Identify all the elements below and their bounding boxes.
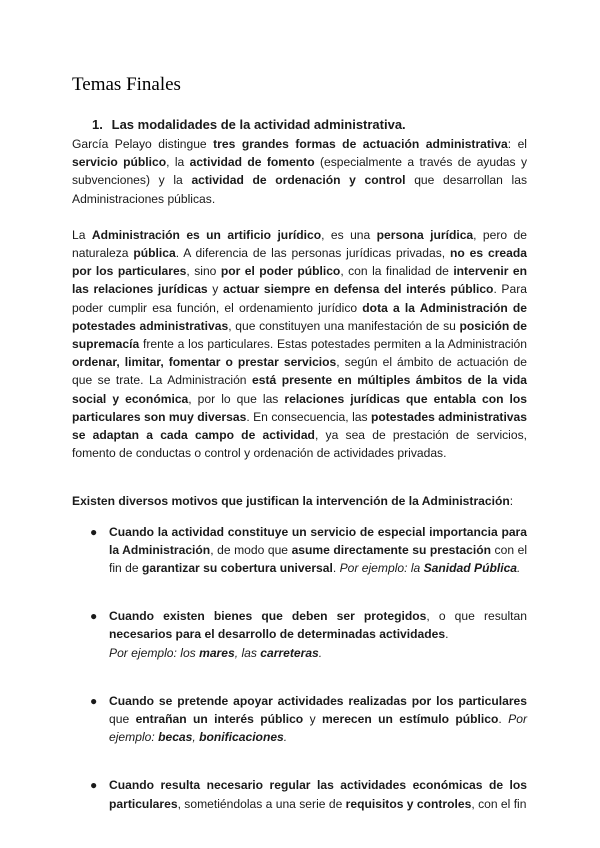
page-title: Temas Finales — [72, 74, 181, 95]
motivos-list — [72, 523, 527, 813]
list-item — [72, 692, 527, 747]
list-item-text: Cuando existen bienes que deben ser protegidos, o que resultan necesarios para el desarrollo de determinadas actividades. Por ejemplo: los mares, las carreteras. — [109, 609, 527, 660]
list-item-text: Cuando se pretende apoyar actividades realizadas por los particulares que entrañan un interés público y merecen un estímulo público. Por ejemplo: becas, bonificaciones. — [109, 693, 527, 745]
document-body — [72, 116, 527, 813]
list-item-text: Cuando resulta necesario regular las actividades económicas de los particulares, sometiéndolas a una serie de requisitos y controles, con el fin — [109, 778, 527, 811]
list-item — [72, 523, 527, 578]
bullet-icon: ● — [90, 609, 98, 624]
list-item — [72, 607, 527, 662]
bullet-icon: ● — [90, 778, 98, 793]
section-heading — [92, 116, 527, 134]
bullet-icon: ● — [90, 693, 98, 708]
paragraph-motivos-intro: Existen diversos motivos que justifican la intervención de la Administración: — [72, 494, 514, 509]
section-title: Las modalidades de la actividad administrativa. — [111, 117, 406, 132]
bullet-icon: ● — [90, 524, 98, 539]
paragraph-formas: García Pelayo distingue tres grandes formas de actuación administrativa: el servicio público, la actividad de fomento (especialmente a través de ayudas y subvenciones) y la actividad de ordenación y control que desarrollan las Administraciones públicas. — [72, 137, 527, 206]
section-number: 1. — [92, 117, 103, 132]
list-item-text: Cuando la actividad constituye un servicio de especial importancia para la Administración, de modo que asume directamente su prestación con el fin de garantizar su cobertura universal. Por ejemplo: la Sanidad Pública. — [109, 524, 528, 576]
list-item — [72, 776, 527, 812]
paragraph-administracion: La Administración es un artificio jurídico, es una persona jurídica, pero de naturaleza pública. A diferencia de las personas jurídicas privadas, no es creada por los particulares, sino por el poder público, con la finalidad de intervenir en las relaciones jurídicas y actuar siempre en defensa del interés público. Para poder cumplir esa función, el ordenamiento jurídico dota a la Administración de potestades administrativas, que constituyen una manifestación de su posición de supremacía frente a los particulares. Estas potestades permiten a la Administración ordenar, limitar, fomentar o prestar servicios, según el ámbito de actuación de que se trate. La Administración está presente en múltiples ámbitos de la vida social y económica, por lo que las relaciones jurídicas que entabla con los particulares son muy diversas. En consecuencia, las potestades administrativas se adaptan a cada campo de actividad, ya sea de prestación de servicios, fomento de conductas o control y ordenación de actividades privadas. — [72, 227, 527, 461]
